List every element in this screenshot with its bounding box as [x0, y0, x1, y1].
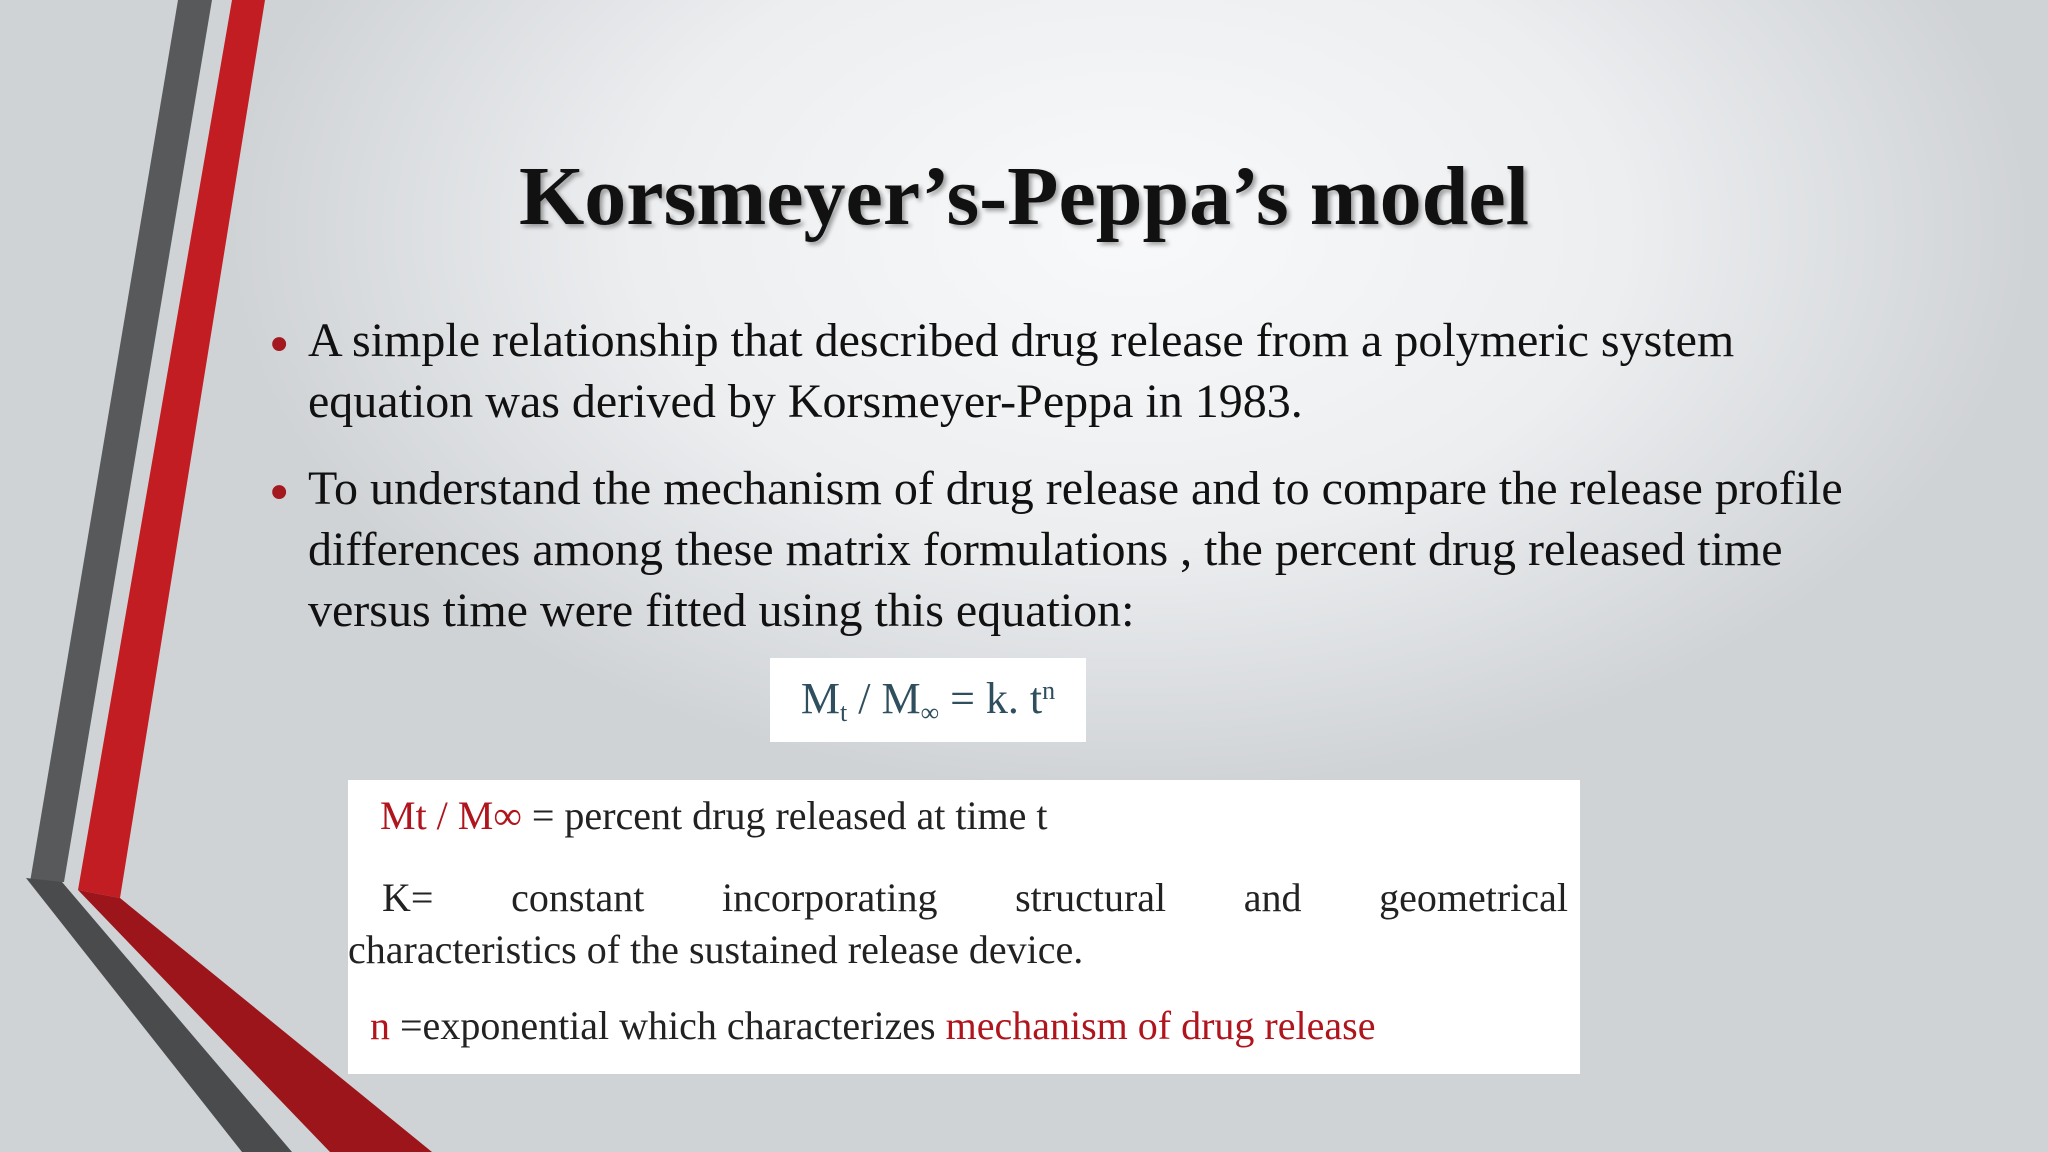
- definition-n: [370, 1002, 1375, 1049]
- mt-desc: = percent drug released at time t: [521, 793, 1048, 838]
- slide-title: Korsmeyer’s-Peppa’s model: [518, 150, 1530, 243]
- equation-image: [770, 658, 1086, 742]
- bullet-list: [262, 310, 1862, 667]
- n-desc: =exponential which characterizes: [390, 1003, 946, 1048]
- bullet-text: A simple relationship that described drug release from a polymeric system equation was derived by Korsmeyer-Peppa in 1983.: [308, 314, 1735, 428]
- bullet-text: To understand the mechanism of drug release and to compare the release profile differences among these matrix formulations , the percent drug released time versus time were fitted using this equation:: [308, 462, 1843, 637]
- bullet-dot-icon: •: [265, 466, 294, 522]
- definitions-image: [348, 780, 1580, 1074]
- bullet-item: [262, 458, 1862, 641]
- definition-k-continued: characteristics of the sustained release device.: [348, 927, 1084, 972]
- definition-k: K= constant incorporating structural and geometrical: [382, 875, 1568, 920]
- bullet-item: [262, 310, 1862, 432]
- mt-term: Mt / M∞: [380, 793, 522, 838]
- n-highlight: mechanism of drug release: [945, 1003, 1376, 1048]
- n-term: n: [370, 1003, 390, 1048]
- definition-mt: [380, 792, 1048, 839]
- equation: $M_t / M_\infty = k$. $t^n$: [800, 673, 1056, 727]
- bullet-dot-icon: •: [265, 318, 294, 374]
